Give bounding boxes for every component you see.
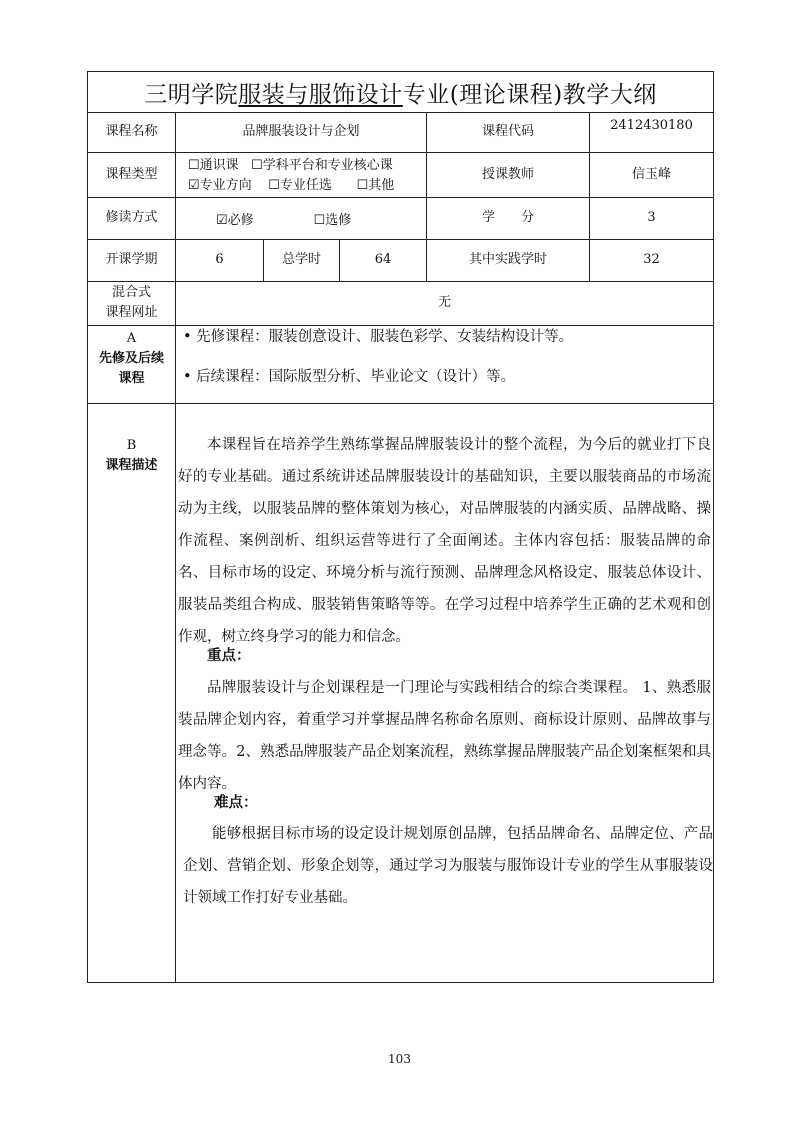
syllabus-table bbox=[87, 71, 714, 983]
teacher-value: 信玉峰 bbox=[631, 166, 671, 182]
course-description: 本课程旨在培养学生熟练掌握品牌服装设计的整个流程，为今后的就业打下良好的专业基础。通过系统讲述品牌服装设计的基础知识，主要以服装商品的市场流动为主线，以服装品牌的整体策划为核心，对品牌服装的内涵实质、品牌战略、操作流程、案例剖析、组织运营等进行了全面阐述。主体内容包括：服装品牌的命名、目标市场的设定、环境分析与流行预测、品牌理念风格设定、服装总体设计、服装品类组合构成、服装销售策略等等。在学习过程中培养学生正确的艺术观和创作观，树立终身学习的能力和信念。 bbox=[178, 437, 711, 645]
course-type-options bbox=[188, 156, 424, 196]
title-suffix: 专业(理论课程)教学大纲 bbox=[402, 81, 657, 108]
section-b-letter: B bbox=[126, 438, 137, 453]
section-b-label bbox=[88, 434, 175, 478]
teacher-label: 授课教师 bbox=[481, 166, 534, 182]
checkbox-other[interactable]: ☐其他 bbox=[356, 178, 395, 193]
hours-label: 总学时 bbox=[281, 252, 321, 268]
difficult-points-text: 能够根据目标市场的设定设计规划原创品牌，包括品牌命名、品牌定位、产品企划、营销企划、形象企划等，通过学习为服装与服饰设计专业的学生从事服装设计领域工作打好专业基础。 bbox=[183, 826, 713, 906]
course-code-value: 2412430180 bbox=[610, 118, 693, 134]
checkbox-optional[interactable]: ☐选修 bbox=[313, 212, 352, 228]
practice-hours-value: 32 bbox=[643, 252, 660, 268]
follow-up-courses: • 后续课程：国际版型分析、毕业论文（设计）等。 bbox=[183, 369, 516, 385]
page-number: 103 bbox=[388, 1052, 411, 1066]
title-prefix: 三明学院 bbox=[144, 81, 239, 108]
checkbox-direction[interactable]: ☑专业方向 bbox=[188, 178, 252, 193]
mixed-label-line-2: 课程网址 bbox=[105, 305, 158, 320]
section-a-letter: A bbox=[126, 331, 137, 346]
section-a-title-1: 先修及后续 bbox=[98, 351, 164, 366]
practice-hours-label: 其中实践学时 bbox=[468, 252, 547, 268]
key-points-title: 重点： bbox=[207, 647, 251, 664]
section-b-title: 课程描述 bbox=[105, 458, 158, 473]
difficult-points-title: 难点： bbox=[214, 794, 258, 811]
key-points-text: 品牌服装设计与企划课程是一门理论与实践相结合的综合类课程。 1、熟悉服装品牌企划内容，着重学习并掌握品牌名称命名原则、商标设计原则、品牌故事与理念等。2、熟悉品牌服装产品企划案流程，熟练掌握品牌服装产品企划案框架和具体内容。 bbox=[178, 680, 711, 792]
row-divider bbox=[88, 403, 713, 404]
prerequisite-courses: • 先修课程：服装创意设计、服装色彩学、女装结构设计等。 bbox=[183, 329, 574, 345]
course-code-label: 课程代码 bbox=[481, 124, 534, 140]
course-name-label: 课程名称 bbox=[105, 124, 158, 140]
semester-value: 6 bbox=[215, 252, 224, 268]
section-a-label bbox=[88, 325, 175, 403]
course-type-label: 课程类型 bbox=[105, 166, 158, 182]
row-divider bbox=[88, 325, 713, 326]
section-a-title-2: 课程 bbox=[118, 371, 145, 386]
checkbox-required[interactable]: ☑必修 bbox=[216, 212, 254, 228]
checkbox-elective[interactable]: ☐专业任选 bbox=[268, 178, 332, 193]
mixed-label-line-1: 混合式 bbox=[111, 285, 151, 300]
hours-value: 64 bbox=[374, 252, 392, 268]
study-mode-label: 修读方式 bbox=[105, 210, 158, 226]
semester-label: 开课学期 bbox=[105, 252, 158, 268]
credit-value: 3 bbox=[647, 210, 656, 226]
checkbox-platform[interactable]: ☐学科平台和专业核心课 bbox=[251, 158, 393, 173]
checkbox-general[interactable]: ☐通识课 bbox=[188, 158, 239, 173]
course-name-value: 品牌服装设计与企划 bbox=[242, 124, 360, 140]
title-major: 服装与服饰设计 bbox=[238, 81, 403, 108]
page-title bbox=[88, 72, 713, 112]
study-mode-options bbox=[216, 197, 426, 239]
mixed-course-label bbox=[88, 281, 175, 325]
mixed-course-url: 无 bbox=[437, 295, 451, 311]
credit-label: 学 分 bbox=[481, 210, 534, 226]
